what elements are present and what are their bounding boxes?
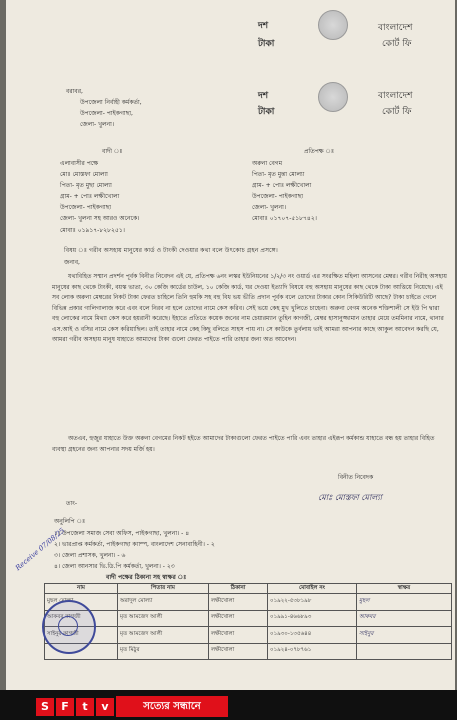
- stamp-1-denom: দশ: [258, 21, 269, 31]
- plaintiff-line: গ্রাম- + পোঃ লক্ষীখোলা: [60, 193, 120, 200]
- table-row: [45, 594, 452, 611]
- watermark-slogan: সত্যের সন্ধানে: [116, 696, 228, 717]
- plaintiff-heading: বাদী ঃ: [102, 148, 123, 155]
- subject-line: বিষয় ঃ গরীব অসহায় মানুষের কার্ড ও টাংকী দেওয়ার কথা বলে উৎকোচ গ্রহন প্রসঙ্গে।: [64, 247, 278, 254]
- signature-table: [44, 583, 452, 660]
- defendant-line: জেলা- খুলনা।: [252, 204, 286, 211]
- watermark-letter: S: [36, 698, 54, 716]
- plaintiff-line: মোবাঃ ০১৯১৭-৮২৮২৫১।: [60, 227, 125, 234]
- table-cell: মুছল: [357, 594, 452, 611]
- table-cell: আকবর কাগজী: [45, 610, 118, 627]
- table-cell: লক্ষীখোলা: [209, 594, 268, 611]
- stamp-1-country: বাংলাদেশ: [378, 23, 413, 33]
- table-row: [45, 643, 452, 660]
- table-cell: মৃত আমজেদ আলী: [118, 610, 209, 627]
- copy-line: ৪। জেলা আনসার ভি.ডি.পি কর্মকর্তা, খুলনা। - ২৩: [54, 563, 175, 570]
- body-paragraph: যথাবিহিত সম্মান প্রদর্শন পূর্বক বিনীত নিবেদন এই যে, প্রতিপক্ষ ৬নং লস্কর ইউনিয়নের ১/২/৩ নং ওয়ার্ড এর সংরক্ষিত মহিলা আসনের মেম্বর। গরীব নিরীহ অসহায় মানুষের কাছ থেকে টাংকী, বয়স্ক ভাতা, ৩০ কেজি কার্ডের চাউল, ১০ কেজি কার্ড, ঘর দেওয়া ইত্যাদি বিষয়ে বহু অসহায় মানুষের কাছ থেকে টাকা আত্তিয়ে নিয়েছে। এই সব লোক অরুনা মেম্বরের নিকট টাকা ফেরত চাহিলে তিনি হুমকি সহ বহু বিধ ভয় ভীতি প্রদান পূর্বক বলে তোদের টাকার কোন সিকিউরিটি আছে? টাকা চাইতে গেলে বিভিন্ন প্রকার গালিগালাজ করে এবং বলে নিরব না হলে তোদের নামে কেস করিব। সেই ভয়ে কেহ মুখ খুলিতে চাহেনা। অরুনা বেগম অনেক শক্তিশালী সে ইউ পি দ্বারা বহু লোকের নামে মিথ্যা কেস করে হয়রানী করেছে। ইহাতে প্রতিতে কয়েক জনের নাম চেয়ারম্যান তুহিন কাগজী, মেম্বর হাসানুজ্জামান তাহার মেয়ে তমমিনার নামে, থানার এস.আই ও বসির নামে কেস করিয়াছিল। তাই তাহার নামে কেহ কিছু বলিতে সাহস পায় না। সে কাউকে তুর্বলায় ভাই আমরা আপনার কাছে আকুল আবেদন করছি যে, আমরা গরীব অসহায় মানুষ যাহাতে আমাদের টাকা গুলো ফেরত পাইতে পারি তাহার জন্য অত আবেদন।: [52, 273, 447, 343]
- table-cell: ০১৯২২-৫৩৮১৯৮: [268, 594, 357, 611]
- table-cell: ০১৯৯১-৪৬৬৮৯৩: [268, 610, 357, 627]
- table-cell: লক্ষীখোলা: [209, 643, 268, 660]
- court-fee-emblem-2: [318, 82, 348, 112]
- table-cell: মৃত মিঠুর: [118, 643, 209, 660]
- addressee-line: বরাবর,: [66, 88, 83, 95]
- salutation: জনাব,: [64, 259, 80, 266]
- defendant-line: উপজেলা- পাইকগাছা: [252, 193, 303, 200]
- stamp-2-denom: দশ: [258, 91, 269, 101]
- table-cell: আকবর: [357, 610, 452, 627]
- table-row: [45, 627, 452, 644]
- table-cell: সাইনুর কাগজী: [45, 627, 118, 644]
- closing-signature: মোঃ মোস্তফা মোল্যা: [318, 493, 382, 502]
- defendant-line: পিতা- মৃত মুন্তা মোল্যা: [252, 171, 305, 178]
- copy-line: ১। উপজেলা সমাজ সেবা অফিস, পাইকগাছা, খুলনা। - ৪: [54, 530, 190, 537]
- table-cell: মুছল মোল্যা: [45, 594, 118, 611]
- copy-heading: অনুলিপি ঃ: [54, 518, 86, 525]
- addressee-line: উপজেলা নির্বাহী কর্মকর্তা,: [80, 99, 142, 106]
- plaintiff-line: মোঃ মোস্তফা মোল্যা: [60, 171, 108, 178]
- court-fee-emblem-1: [318, 10, 348, 40]
- addressee-line: উপজেলা- পাইকগাছা,: [80, 110, 133, 117]
- closing: বিনীত নিবেদক: [338, 474, 374, 481]
- table-cell: লক্ষীখোলা: [209, 610, 268, 627]
- plaintiff-line: উপজেলা- পাইকগাছা: [60, 204, 111, 211]
- stamp-1-type: কোর্ট ফি: [382, 39, 412, 49]
- date-label: তাং-: [66, 500, 77, 507]
- table-header-row: [45, 584, 452, 594]
- stamp-2-type: কোর্ট ফি: [382, 107, 412, 117]
- defendant-line: মোবাঃ ০১৭০৭-৫১৮৭৪২।: [252, 215, 317, 222]
- defendant-line: অরুনা বেগম: [252, 160, 283, 167]
- stamp-2-taka: টাকা: [258, 107, 275, 117]
- document-page: [6, 0, 455, 720]
- received-note: Receive 07/08/25: [14, 526, 67, 573]
- watermark-letter: v: [96, 698, 114, 716]
- plaintiff-line: জেলা- খুলনা সহ আরও অনেকে।: [60, 215, 140, 222]
- stamp-2-country: বাংলাদেশ: [378, 91, 413, 101]
- addressee-line: জেলা- খুলনা।: [80, 121, 114, 128]
- stamp-1-taka: টাকা: [258, 39, 275, 49]
- table-cell: সাইনুর: [357, 627, 452, 644]
- column-header: মোবাইল নং: [268, 584, 357, 594]
- copy-line: ৩। জেলা প্রশাসক, খুলনা। - ৬: [54, 552, 126, 559]
- defendant-heading: প্রতিপক্ষ ঃ: [304, 148, 335, 155]
- plaintiff-line: এলাবাসীর পক্ষে: [60, 160, 99, 167]
- column-header: পিতার নাম: [118, 584, 209, 594]
- body-paragraph: অতএব, হুজুর যাহাতে উক্ত অরুনা বেগমের নিকট হইতে আমাদের টাকাগুলো ফেরত পাইতে পারি এবং তাহার এইরূপ কর্মকান্ড যাহাতে বন্ধ হয় তাহার বিহিত ব্যবস্থা গ্রহনের জন্য আপনার সদয় মর্জি হয়।: [52, 435, 435, 453]
- table-cell: লক্ষীখোলা: [209, 627, 268, 644]
- table-cell: ০১৯২৪-০৭৮৭৬১: [268, 643, 357, 660]
- column-header: স্বাক্ষর: [357, 584, 452, 594]
- plaintiff-line: পিতা- মৃত মুছা মোল্যা: [60, 182, 112, 189]
- column-header: ঠিকানা: [209, 584, 268, 594]
- defendant-line: গ্রাম- + পোঃ লক্ষীখোলা: [252, 182, 312, 189]
- watermark-letter: F: [56, 698, 74, 716]
- copy-line: ২। ভারপ্রাপ্ত কর্মকর্তা, পাইকগাছা ক্যাম্প, বাংলাদেশ সেনাবাহিনী। - ২: [54, 541, 215, 548]
- table-cell: ০১৯৩০-১৩৫৬৪৪: [268, 627, 357, 644]
- table-cell: মৃত আমজেদ আলী: [118, 627, 209, 644]
- column-header: নাম: [45, 584, 118, 594]
- watermark-letter: t: [76, 698, 94, 716]
- table-row: [45, 610, 452, 627]
- table-cell: অরাদুল মোল্যা: [118, 594, 209, 611]
- table-title: বাদী পক্ষের ঠিকানা সহ স্বাক্ষর ঃ: [106, 574, 187, 581]
- table-cell: [357, 643, 452, 660]
- office-seal: [42, 600, 96, 654]
